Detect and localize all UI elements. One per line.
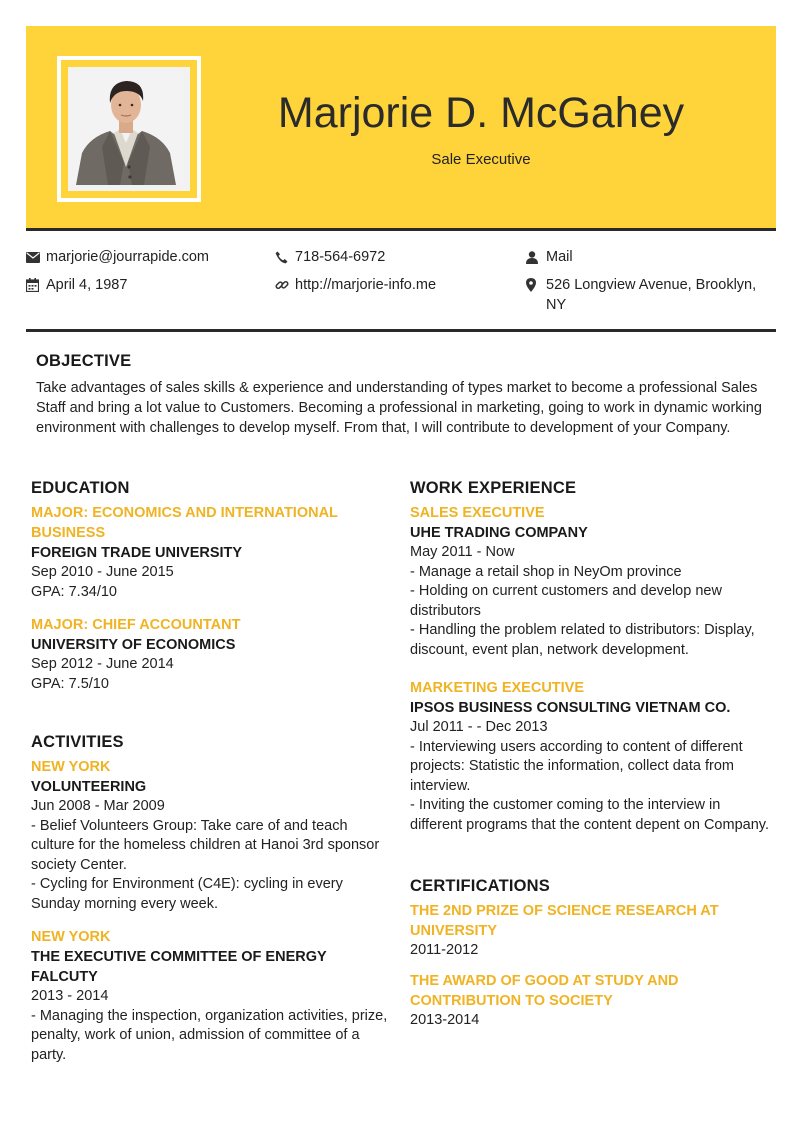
activity-line: culture for the homeless children at Hanoi 3rd sponsor [31,837,380,853]
work-period: Jul 2011 - - Dec 2013 [410,719,548,735]
activity-line: Sunday morning every week. [31,895,218,912]
work-line: - Manage a retail shop in NeyOm province [410,563,682,580]
activity-org: THE EXECUTIVE COMMITTEE OF ENERGY [31,949,327,965]
contact-address [526,275,776,315]
work-entry [410,503,770,660]
person-photo-illustration [68,67,184,185]
contact-phone-text: 718-564-6972 [295,249,386,265]
activity-line: penalty, work of union, admission of committee of a [31,1027,360,1043]
work-company: UHE TRADING COMPANY [410,525,588,541]
activity-period: Jun 2008 - Mar 2009 [31,798,165,814]
education-heading: EDUCATION [31,479,130,497]
work-position: MARKETING EXECUTIVE [410,680,585,696]
work-line: - Inviting the customer coming to the interview in [410,797,721,813]
activity-line: party. [31,1046,67,1063]
activity-line: - Managing the inspection, organization activities, prize, [31,1007,388,1024]
work-line: different programs that the content depent on Company. [410,816,769,833]
contact-address-line-1: 526 Longview Avenue, Brooklyn, [546,277,757,293]
resume-header [26,26,776,231]
contact-address-line-2: NY [546,297,567,313]
objective-section [36,350,766,438]
candidate-title: Sale Executive [431,151,531,168]
work-experience-section [410,477,770,835]
certifications-section [410,875,770,1030]
activity-entry [31,757,391,914]
activities-heading: ACTIVITIES [31,733,124,751]
contact-email-text: marjorie@jourrapide.com [46,249,209,265]
left-column [31,477,391,1091]
contact-website[interactable] [275,275,436,295]
activities-section [31,731,391,1065]
activity-entry [31,927,391,1065]
contact-info [26,247,776,332]
user-icon [526,247,541,267]
certification-entry [410,971,770,1031]
education-school: UNIVERSITY OF ECONOMICS [31,637,236,653]
certifications-heading: CERTIFICATIONS [410,877,550,895]
work-company: IPSOS BUSINESS CONSULTING VIETNAM CO. [410,700,731,716]
certification-title-continued: UNIVERSITY [410,923,498,939]
work-position: SALES EXECUTIVE [410,505,545,521]
work-line: discount, event plan, network development. [410,641,689,658]
right-column [410,477,770,1056]
profile-photo [68,67,190,191]
activity-period: 2013 - 2014 [31,988,109,1004]
activity-place: NEW YORK [31,929,111,945]
activity-line: - Cycling for Environment (C4E): cycling in every [31,876,343,892]
contact-gender [526,247,573,267]
contact-email[interactable] [26,247,209,267]
objective-text: Take advantages of sales skills & experience and understanding of types market to become a professional Sales Staff and bring a lot value to Customers. Becoming a professional in marketing, going to work in dynamic working environment with challenges to develop myself. From that, I will contribute to development of your Company. [36,380,762,436]
work-entry [410,678,770,835]
education-gpa: GPA: 7.34/10 [31,583,117,600]
certification-title: THE AWARD OF GOOD AT STUDY AND [410,972,679,989]
contact-birthday [26,275,127,295]
candidate-name: Marjorie D. McGahey [277,89,685,137]
activity-org-continued: FALCUTY [31,969,98,985]
activity-line: society Center. [31,856,127,873]
education-period: Sep 2010 - June 2015 [31,564,174,580]
contact-gender-text: Mail [546,249,573,265]
education-gpa: GPA: 7.5/10 [31,675,109,692]
work-period: May 2011 - Now [410,544,515,560]
certification-entry [410,901,770,961]
profile-photo-frame [57,56,201,202]
calendar-icon [26,275,41,295]
education-entry [31,503,391,602]
education-major: MAJOR: ECONOMICS AND INTERNATIONAL [31,505,338,521]
education-major-continued: BUSINESS [31,525,106,541]
education-period: Sep 2012 - June 2014 [31,656,174,672]
activity-place: NEW YORK [31,759,111,775]
education-section [31,477,391,694]
certification-period: 2011-2012 [410,942,479,958]
objective-heading: OBJECTIVE [36,352,132,370]
activity-line: - Belief Volunteers Group: Take care of and teach [31,817,348,834]
work-line: projects: Statistic the information, collect data from [410,758,734,774]
certification-title: THE 2ND PRIZE OF SCIENCE RESEARCH AT [410,903,719,919]
contact-phone[interactable] [275,247,385,267]
work-line: - Handling the problem related to distributors: Display, [410,622,755,638]
work-line: - Interviewing users according to content of different [410,738,743,755]
certification-period: 2013-2014 [410,1011,480,1028]
link-icon [275,275,290,295]
education-entry [31,615,391,694]
education-school: FOREIGN TRADE UNIVERSITY [31,545,243,561]
contact-website-text: http://marjorie-info.me [295,277,437,293]
contact-birthday-text: April 4, 1987 [46,277,128,293]
education-major: MAJOR: CHIEF ACCOUNTANT [31,617,241,633]
phone-icon [275,247,290,267]
certification-title-continued: CONTRIBUTION TO SOCIETY [410,992,613,1009]
map-marker-icon [526,275,541,295]
work-line: distributors [410,602,481,619]
work-line: interview. [410,777,471,794]
work-line: - Holding on current customers and develop new [410,583,722,599]
envelope-icon [26,247,41,267]
activity-org: VOLUNTEERING [31,779,147,795]
work-experience-heading: WORK EXPERIENCE [410,479,577,497]
